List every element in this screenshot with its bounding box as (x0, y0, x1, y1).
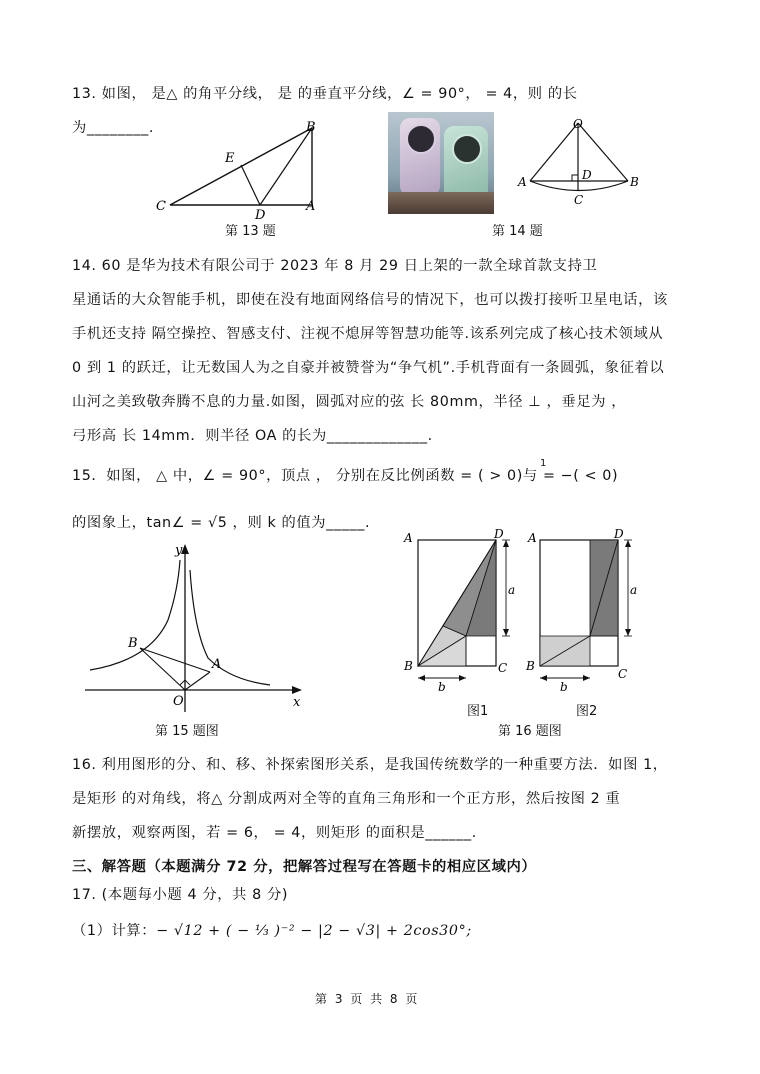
q16-f1-label-b: B (404, 659, 413, 673)
q14-line4: 0 到 1 的跃迁，让无数国人为之自豪并被赞誉为“争气机”.手机背面有一条圆弧，象征着以 (72, 360, 665, 376)
q14-label-d: D (582, 168, 592, 182)
phone-photo (388, 112, 494, 214)
q15-label-o: O (173, 694, 184, 709)
q15-label-b: B (128, 636, 138, 651)
q15-line2: 的图象上，tan∠ = √5 ，则 k 的值为_____. (72, 515, 371, 531)
q14-label-o: O (573, 117, 583, 131)
q14-label-b: B (630, 175, 639, 189)
q15-label-a: A (212, 657, 222, 672)
q15-line1: 15．如图， △ 中，∠ = 90°，顶点 ， 分别在反比例函数 = ( > 0)与 = −( < 0) (72, 468, 619, 484)
q14-line6: 弓形高 长 14mm．则半径 OA 的长为_____________. (72, 428, 433, 444)
q13-label-b: B (306, 120, 316, 135)
q17-heading: 17. (本题每小题 4 分，共 8 分) (72, 887, 289, 903)
q16-line1: 16. 利用图形的分、和、移、补探索图形关系，是我国传统数学的一种重要方法．如图 1， (72, 757, 668, 773)
q13-line2: 为________. (72, 120, 155, 136)
q14-line3: 手机还支持 隔空操控、智感支付、注视不熄屏等智慧功能等.该系列完成了核心技术领域从 (72, 326, 664, 342)
q14-label-a: A (518, 175, 527, 189)
q14-line2: 星通话的大众智能手机，即使在没有地面网络信号的情况下，也可以拨打接听卫星电话，该 (72, 292, 668, 308)
q16-line3: 新摆放，观察两图，若 = 6， = 4，则矩形 的面积是______. (72, 825, 477, 841)
page-footer: 第 3 页 共 8 页 (315, 992, 420, 1006)
q15-figure (80, 540, 310, 715)
section-3-heading: 三、解答题（本题满分 72 分，把解答过程写在答题卡的相应区域内） (72, 859, 537, 875)
q15-caption: 第 15 题图 (155, 724, 219, 739)
q15-label-x: x (293, 695, 301, 710)
camera-ring-green (452, 134, 482, 164)
q14-label-c: C (574, 193, 584, 207)
q13-label-c: C (156, 199, 166, 214)
camera-ring-purple (406, 124, 436, 154)
q13-label-a: A (306, 199, 316, 214)
q16-f1-label-a: A (404, 531, 413, 545)
q14-figure (512, 115, 642, 210)
q14-line1: 14. 60 是华为技术有限公司于 2023 年 8 月 29 日上架的一款全球首款支持卫 (72, 258, 598, 274)
q16-f2-label-b: B (526, 659, 535, 673)
q15-frac-num: 1 (540, 458, 547, 469)
q16-f1-label-c: C (498, 661, 508, 675)
q16-fig1-label: 图1 (467, 704, 489, 719)
q16-figure1 (398, 528, 518, 693)
q16-fig2-label: 图2 (576, 704, 598, 719)
q14-caption: 第 14 题 (492, 224, 543, 239)
q16-line2: 是矩形 的对角线，将△ 分割成两对全等的直角三角形和一个正方形，然后按图 2 重 (72, 791, 621, 807)
q17-sub1-prefix: （1）计算： (72, 923, 157, 939)
q16-f2-label-a: A (528, 531, 537, 545)
q15-label-y: y (175, 543, 183, 558)
q16-f2-label-b-len: b (560, 680, 568, 694)
q13-line1: 13. 如图， 是△ 的角平分线， 是 的垂直平分线，∠ = 90°， = 4，则 的长 (72, 86, 578, 102)
q13-figure (150, 115, 330, 223)
q16-caption: 第 16 题图 (498, 724, 562, 739)
q16-f2-label-c: C (618, 667, 628, 681)
q16-f1-label-b-len: b (438, 680, 446, 694)
q16-f2-label-a-len: a (630, 583, 638, 597)
q13-caption: 第 13 题 (225, 224, 276, 239)
q17-sub1 (72, 920, 472, 940)
rock-base (388, 192, 494, 214)
q13-label-e: E (225, 151, 235, 166)
q16-figure2 (522, 528, 642, 693)
q14-line5: 山河之美致敬奔腾不息的力量.如图，圆弧对应的弦 长 80mm，半径 ⊥ ，垂足为 ， (72, 394, 627, 410)
q13-label-d: D (255, 208, 266, 223)
q16-f2-label-d: D (614, 527, 624, 541)
q16-f1-label-a-len: a (508, 583, 516, 597)
q16-f1-label-d: D (494, 527, 504, 541)
q17-sub1-expression: − √12 + ( − ⅓ )⁻² − |2 − √3| + 2cos30°; (156, 923, 472, 939)
